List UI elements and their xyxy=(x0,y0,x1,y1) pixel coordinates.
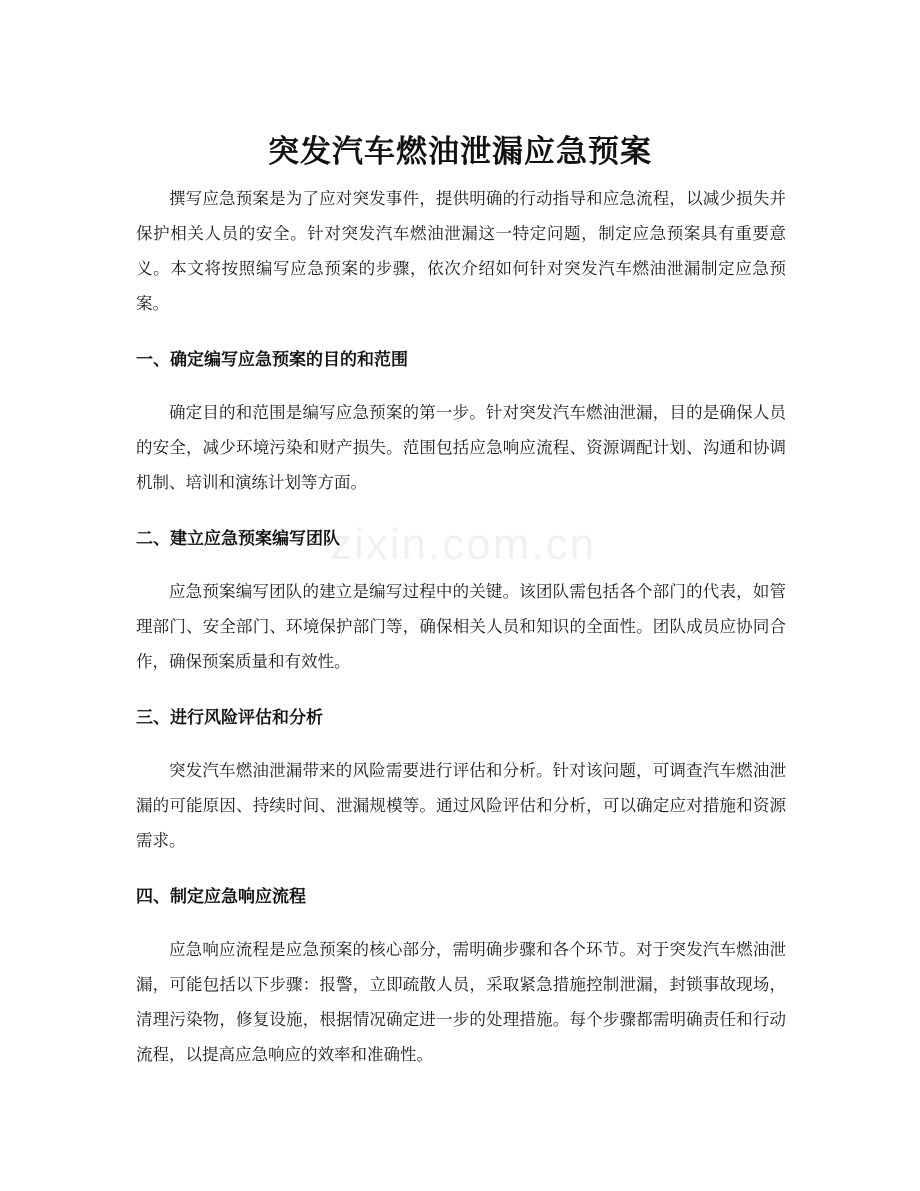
section-body-3: 突发汽车燃油泄漏带来的风险需要进行评估和分析。针对该问题，可调查汽车燃油泄漏的可能原因、持续时间、泄漏规模等。通过风险评估和分析，可以确定应对措施和资源需求。 xyxy=(136,761,786,850)
section-body-4: 应急响应流程是应急预案的核心部分，需明确步骤和各个环节。对于突发汽车燃油泄漏，可能包括以下步骤：报警，立即疏散人员，采取紧急措施控制泄漏，封锁事故现场，清理污染物，修复设施，根据情况确定进一步的处理措施。每个步骤都需明确责任和行动流程，以提高应急响应的效率和准确性。 xyxy=(136,940,786,1064)
section-body-2: 应急预案编写团队的建立是编写过程中的关键。该团队需包括各个部门的代表，如管理部门、安全部门、环境保护部门等，确保相关人员和知识的全面性。团队成员应协同合作，确保预案质量和有效性。 xyxy=(136,582,786,671)
section-body-1: 确定目的和范围是编写应急预案的第一步。针对突发汽车燃油泄漏，目的是确保人员的安全，减少环境污染和财产损失。范围包括应急响应流程、资源调配计划、沟通和协调机制、培训和演练计划等方面。 xyxy=(136,403,786,492)
document-body xyxy=(136,181,786,1072)
section-heading-2: 二、建立应急预案编写团队 xyxy=(136,529,340,549)
section-heading-1: 一、确定编写应急预案的目的和范围 xyxy=(136,350,408,370)
intro-paragraph: 撰写应急预案是为了应对突发事件，提供明确的行动指导和应急流程，以减少损失并保护相关人员的安全。针对突发汽车燃油泄漏这一特定问题，制定应急预案具有重要意义。本文将按照编写应急预案的步骤，依次介绍如何针对突发汽车燃油泄漏制定应急预案。 xyxy=(136,189,786,313)
section-heading-4: 四、制定应急响应流程 xyxy=(136,887,306,907)
section-heading-3: 三、进行风险评估和分析 xyxy=(136,708,323,728)
document-title: 突发汽车燃油泄漏应急预案 xyxy=(268,133,652,170)
watermark: zixin.com.cn xyxy=(330,520,597,569)
